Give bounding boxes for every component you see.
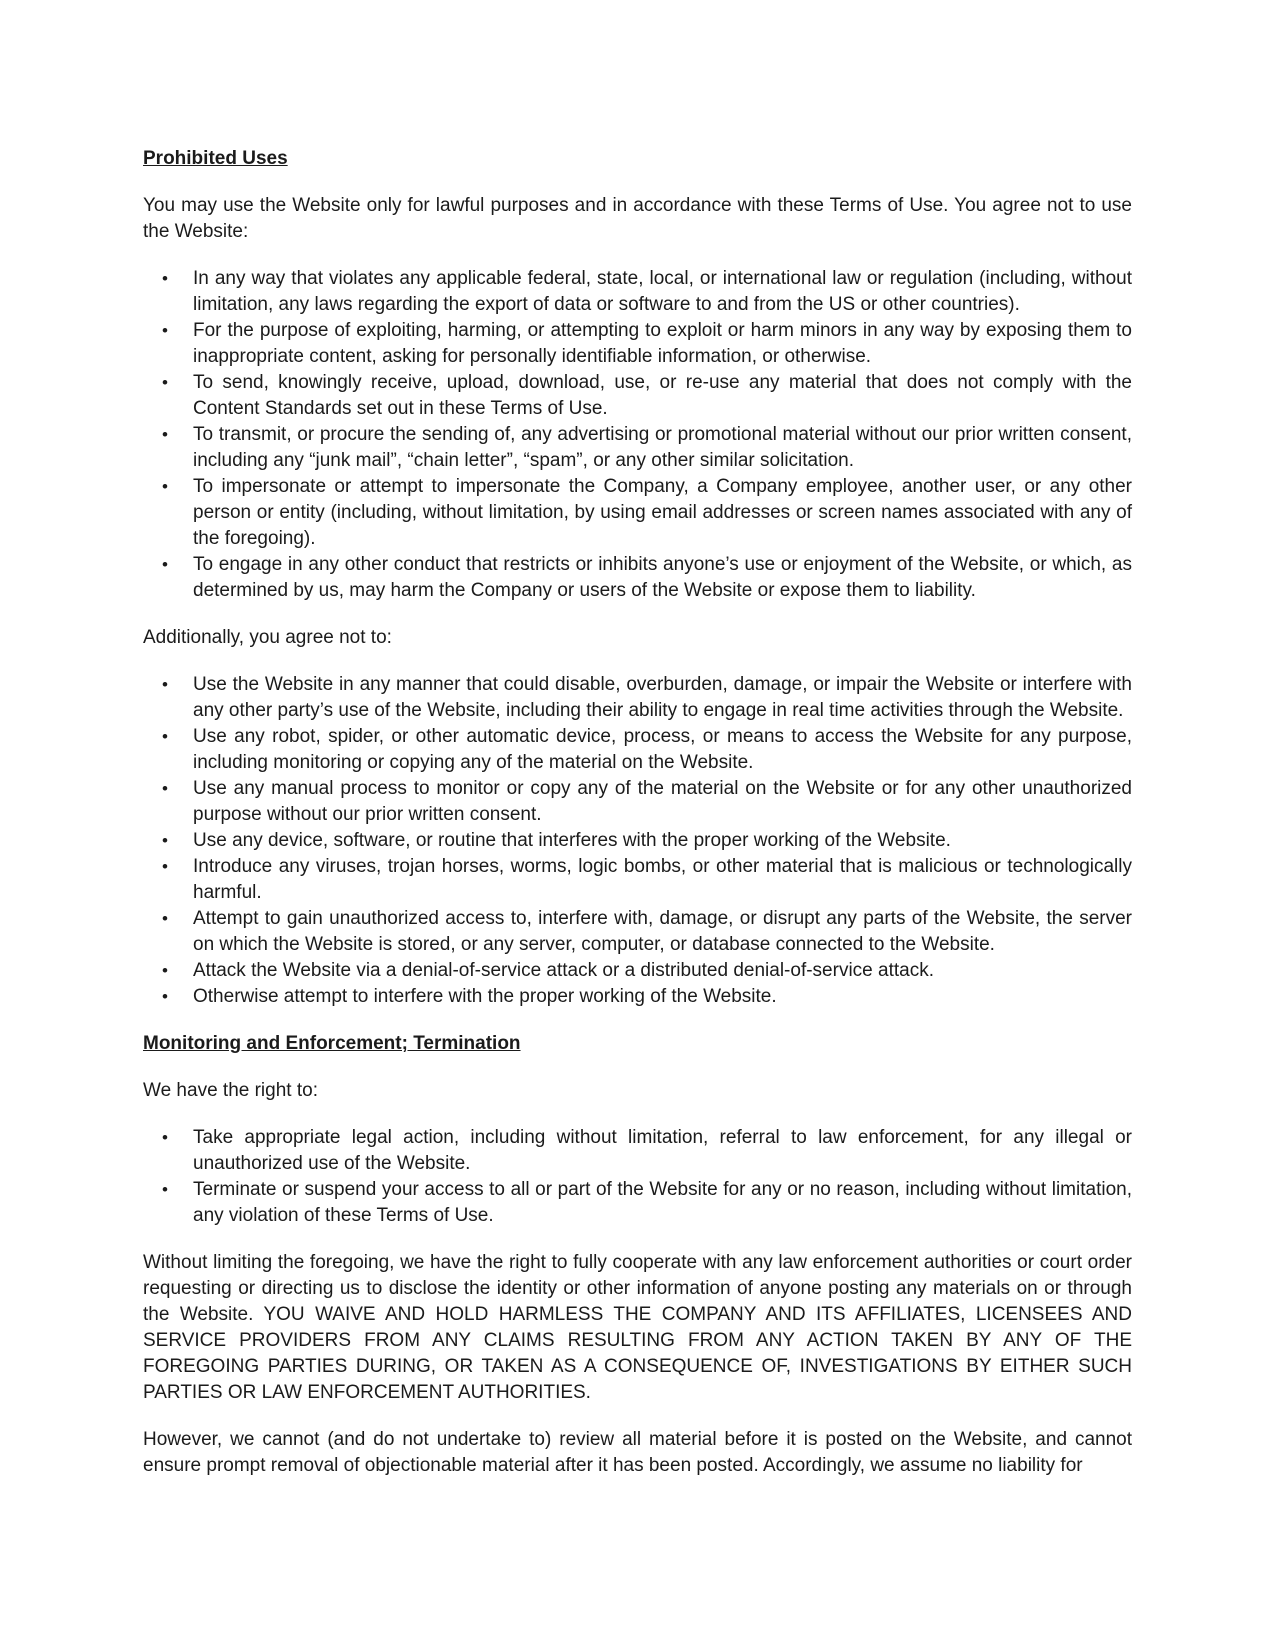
paragraph-prohibited-intro: You may use the Website only for lawful purposes and in accordance with these Terms of Use. You agree not to use the Website: xyxy=(143,195,1132,242)
list-item: • To send, knowingly receive, upload, download, use, or re-use any material that does not comply with the Content Standards set out in these Terms of Use. xyxy=(143,370,1132,422)
list-item: • Use any manual process to monitor or copy any of the material on the Website or for any other unauthorized purpose without our prior written consent. xyxy=(143,776,1132,828)
list-item: • Otherwise attempt to interfere with the proper working of the Website. xyxy=(143,984,1132,1010)
list-item: • To impersonate or attempt to impersonate the Company, a Company employee, another user, or any other person or entity (including, without limitation, by using email addresses or screen names associated with any of the foregoing). xyxy=(143,474,1132,552)
list-item: • For the purpose of exploiting, harming, or attempting to exploit or harm minors in any way by exposing them to inappropriate content, asking for personally identifiable information, or otherwise. xyxy=(143,318,1132,370)
rights-list xyxy=(143,1125,1132,1229)
list-item: • Attempt to gain unauthorized access to, interfere with, damage, or disrupt any parts of the Website, the server on which the Website is stored, or any server, computer, or database connected to the Website. xyxy=(143,906,1132,958)
section-heading-prohibited-uses: Prohibited Uses xyxy=(143,148,288,169)
document-content xyxy=(143,146,1132,1479)
section-heading-monitoring-enforcement: Monitoring and Enforcement; Termination xyxy=(143,1033,521,1054)
paragraph-rights-intro: We have the right to: xyxy=(143,1080,318,1101)
list-item: • Terminate or suspend your access to all or part of the Website for any or no reason, including without limitation, any violation of these Terms of Use. xyxy=(143,1177,1132,1229)
list-item: • To engage in any other conduct that restricts or inhibits anyone’s use or enjoyment of the Website, or which, as determined by us, may harm the Company or users of the Website or expose them to liability. xyxy=(143,552,1132,604)
list-item: • Use any device, software, or routine that interferes with the proper working of the Website. xyxy=(143,828,1132,854)
list-item: • Use the Website in any manner that could disable, overburden, damage, or impair the Website or interfere with any other party’s use of the Website, including their ability to engage in real time activities through the Website. xyxy=(143,672,1132,724)
list-item: • Take appropriate legal action, including without limitation, referral to law enforcement, for any illegal or unauthorized use of the Website. xyxy=(143,1125,1132,1177)
list-item: • Introduce any viruses, trojan horses, worms, logic bombs, or other material that is malicious or technologically harmful. xyxy=(143,854,1132,906)
prohibited-uses-list xyxy=(143,266,1132,604)
list-item: • Use any robot, spider, or other automatic device, process, or means to access the Website for any purpose, including monitoring or copying any of the material on the Website. xyxy=(143,724,1132,776)
list-item: • Attack the Website via a denial-of-service attack or a distributed denial-of-service attack. xyxy=(143,958,1132,984)
paragraph-review-disclaimer: However, we cannot (and do not undertake to) review all material before it is posted on the Website, and cannot ensure prompt removal of objectionable material after it has been posted. Accordingly, we assume no liability for xyxy=(143,1429,1132,1476)
list-item: • In any way that violates any applicable federal, state, local, or international law or regulation (including, without limitation, any laws regarding the export of data or software to and from the US or other countries). xyxy=(143,266,1132,318)
paragraph-additionally-intro: Additionally, you agree not to: xyxy=(143,627,392,648)
paragraph-cooperation-waiver: Without limiting the foregoing, we have the right to fully cooperate with any law enforcement authorities or court order requesting or directing us to disclose the identity or other information of anyone posting any materials on or through the Website. YOU WAIVE AND HOLD HARMLESS THE COMPANY AND ITS AFFILIATES, LICENSEES AND SERVICE PROVIDERS FROM ANY CLAIMS RESULTING FROM ANY ACTION TAKEN BY ANY OF THE FOREGOING PARTIES DURING, OR TAKEN AS A CONSEQUENCE OF, INVESTIGATIONS BY EITHER SUCH PARTIES OR LAW ENFORCEMENT AUTHORITIES. xyxy=(143,1252,1132,1403)
list-item: • To transmit, or procure the sending of, any advertising or promotional material without our prior written consent, including any “junk mail”, “chain letter”, “spam”, or any other similar solicitation. xyxy=(143,422,1132,474)
additional-agreements-list xyxy=(143,672,1132,1010)
